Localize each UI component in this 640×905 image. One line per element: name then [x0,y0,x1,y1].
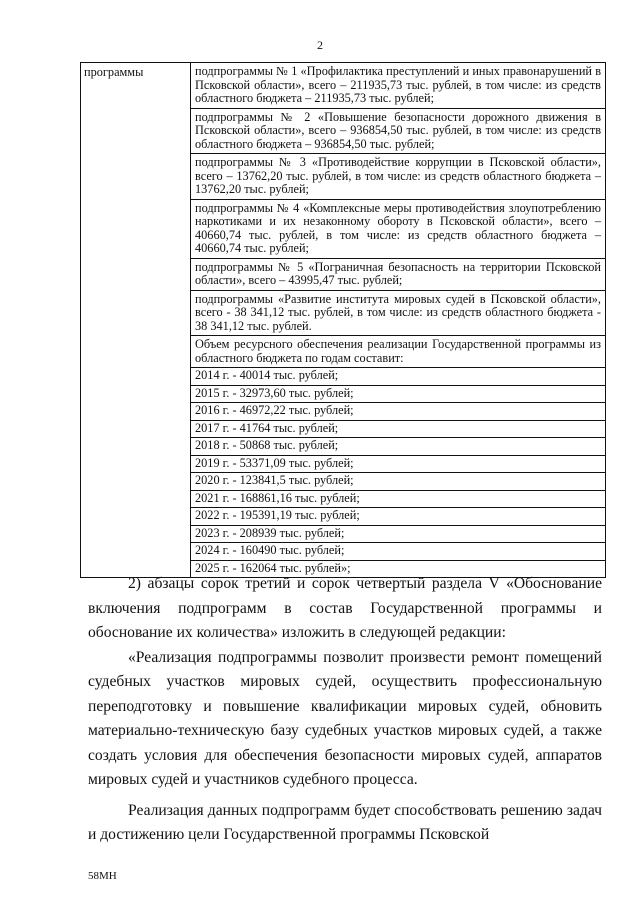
page-number: 2 [317,38,323,52]
subprogram-4-text: подпрограммы № 4 «Комплексные меры противодействия злоупотреблению наркотиками и их незаконному обороту в Псковской области», всего – 40660,74 тыс. рублей, в том числе: из средств областного бюджета – 40660,74 тыс. рублей; [191,200,605,259]
year-2025-row: 2025 г. - 162064 тыс. рублей»; [195,560,351,575]
subprogram-3-text: подпрограммы № 3 «Противодействие коррупции в Псковской области», всего – 13762,20 тыс. рублей, в том числе: из средств областного бюджета – 13762,20 тыс. рублей; [191,154,605,200]
year-2022-row: 2022 г. - 195391,19 тыс. рублей; [191,508,605,526]
footer-document-code: 58МН [88,870,117,882]
year-2019-row: 2019 г. - 53371,09 тыс. рублей; [191,456,605,474]
year-2024-row: 2024 г. - 160490 тыс. рублей; [191,543,605,561]
paragraph-subprogram-realization: «Реализация подпрограммы позволит произвести ремонт помещений судебных участков мировых судей, осуществить профессиональную переподготовку и повышение квалификации мировых судей, обновить материально-техническую базу судебных участков мировых судей, а также создать условия для обеспечения безопасности мировых судей, аппаратов мировых судей и участников судебного процесса. [88,648,602,788]
subprogram-2-text: подпрограммы № 2 «Повышение безопасности дорожного движения в Псковской области», всего – 936854,50 тыс. рублей, в том числе: из средств областного бюджета – 936854,50 тыс. рублей; [191,109,605,155]
year-2016-row: 2016 г. - 46972,22 тыс. рублей; [191,403,605,421]
year-2021-row: 2021 г. - 168861,16 тыс. рублей; [191,491,605,509]
year-2017-row: 2017 г. - 41764 тыс. рублей; [191,421,605,439]
resource-intro-text: Объем ресурсного обеспечения реализации Государственной программы из областного бюджета по годам составит: [191,336,605,368]
subprogram-judges-text: подпрограммы «Развитие института мировых судей в Псковской области», всего - 38 341,12 тыс. рублей, в том числе: из средств областного бюджета - 38 341,12 тыс. рублей. [191,291,605,337]
year-2023-row: 2023 г. - 208939 тыс. рублей; [191,526,605,544]
body-text [88,572,602,848]
paragraph-amendment: 2) абзацы сорок третий и сорок четвертый раздела V «Обоснование включения подпрограмм в состав Государственной программы и обоснование их количества» изложить в следующей редакции: [88,575,602,641]
year-2018-row: 2018 г. - 50868 тыс. рублей; [191,438,605,456]
year-2015-row: 2015 г. - 32973,60 тыс. рублей; [191,386,605,404]
year-2020-row: 2020 г. - 123841,5 тыс. рублей; [191,473,605,491]
table-right-cell [191,63,606,578]
table-row [81,63,606,578]
subprogram-5-text: подпрограммы № 5 «Пограничная безопасность на территории Псковской области», всего – 43995,47 тыс. рублей; [191,259,605,291]
table-left-cell: программы [81,63,191,578]
paragraph-subprograms-goals: Реализация данных подпрограмм будет способствовать решению задач и достижению цели Государственной программы Псковской [88,801,602,843]
subprogram-1-text: подпрограммы № 1 «Профилактика преступлений и иных правонарушений в Псковской области», всего – 211935,73 тыс. рублей, в том числе: из средств областного бюджета – 211935,73 тыс. рублей; [191,63,605,109]
year-2014-row: 2014 г. - 40014 тыс. рублей; [191,368,605,386]
budget-table [80,62,606,578]
